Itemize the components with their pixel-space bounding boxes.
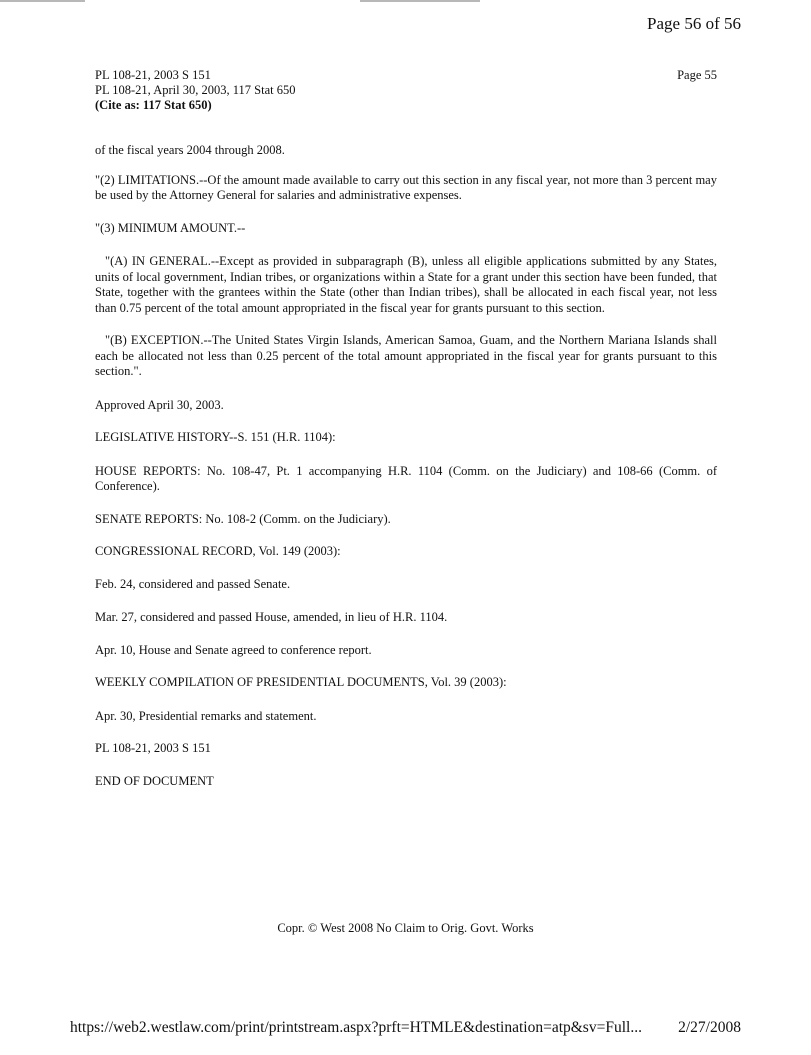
document-body (95, 143, 717, 789)
browser-page-indicator: Page 56 of 56 (647, 14, 741, 33)
body-paragraph: SENATE REPORTS: No. 108-2 (Comm. on the Judiciary). (95, 511, 391, 526)
cite-as-line: (Cite as: 117 Stat 650) (95, 98, 212, 112)
body-paragraph: CONGRESSIONAL RECORD, Vol. 149 (2003): (95, 544, 341, 558)
end-of-document: END OF DOCUMENT (95, 773, 214, 788)
body-paragraph: Feb. 24, considered and passed Senate. (95, 576, 291, 591)
body-paragraph: Approved April 30, 2003. (95, 397, 224, 412)
body-paragraph: "(B) EXCEPTION.--The United States Virgin Islands, American Samoa, Guam, and the Northern Mariana Islands shall each be allocated not less than 0.25 percent of the total amount appropriated in the fiscal year for grants pursuant to this section.". (95, 333, 717, 378)
citation-line: PL 108-21, 2003 S 151 (95, 68, 211, 82)
body-paragraph: Mar. 27, considered and passed House, amended, in lieu of H.R. 1104. (95, 610, 448, 624)
body-paragraph: PL 108-21, 2003 S 151 (95, 741, 211, 755)
body-paragraph: "(A) IN GENERAL.--Except as provided in subparagraph (B), unless all eligible applications submitted by any States, units of local government, Indian tribes, or organizations within a State for a grant under this section have been funded, that State, together with the grantees within the State (other than Indian tribes), shall be allocated in each fiscal year, not less than 0.75 percent of the total amount appropriated in the fiscal year for grants pursuant to this section. (95, 254, 717, 315)
document-citation-header (95, 68, 295, 113)
body-paragraph: Apr. 10, House and Senate agreed to conference report. (95, 642, 372, 657)
scan-artifact (360, 0, 480, 2)
body-paragraph: of the fiscal years 2004 through 2008. (95, 143, 285, 157)
body-paragraph: LEGISLATIVE HISTORY--S. 151 (H.R. 1104): (95, 430, 336, 444)
body-paragraph: "(2) LIMITATIONS.--Of the amount made available to carry out this section in any fiscal year, not more than 3 percent may be used by the Attorney General for salaries and administrative expenses. (95, 172, 717, 202)
body-paragraph: HOUSE REPORTS: No. 108-47, Pt. 1 accompanying H.R. 1104 (Comm. on the Judiciary) and 108-66 (Comm. of Conference). (95, 463, 717, 493)
body-paragraph: WEEKLY COMPILATION OF PRESIDENTIAL DOCUMENTS, Vol. 39 (2003): (95, 675, 507, 689)
print-url: https://web2.westlaw.com/print/printstream.aspx?prft=HTMLE&destination=atp&sv=Full... (70, 1019, 642, 1036)
document-page-number: Page 55 (677, 68, 717, 82)
copyright-notice: Copr. © West 2008 No Claim to Orig. Govt. Works (277, 921, 534, 935)
print-date: 2/27/2008 (678, 1019, 741, 1036)
scan-artifact (0, 0, 85, 2)
citation-line: PL 108-21, April 30, 2003, 117 Stat 650 (95, 83, 296, 97)
body-paragraph: "(3) MINIMUM AMOUNT.-- (95, 220, 246, 235)
body-paragraph: Apr. 30, Presidential remarks and statement. (95, 708, 317, 723)
